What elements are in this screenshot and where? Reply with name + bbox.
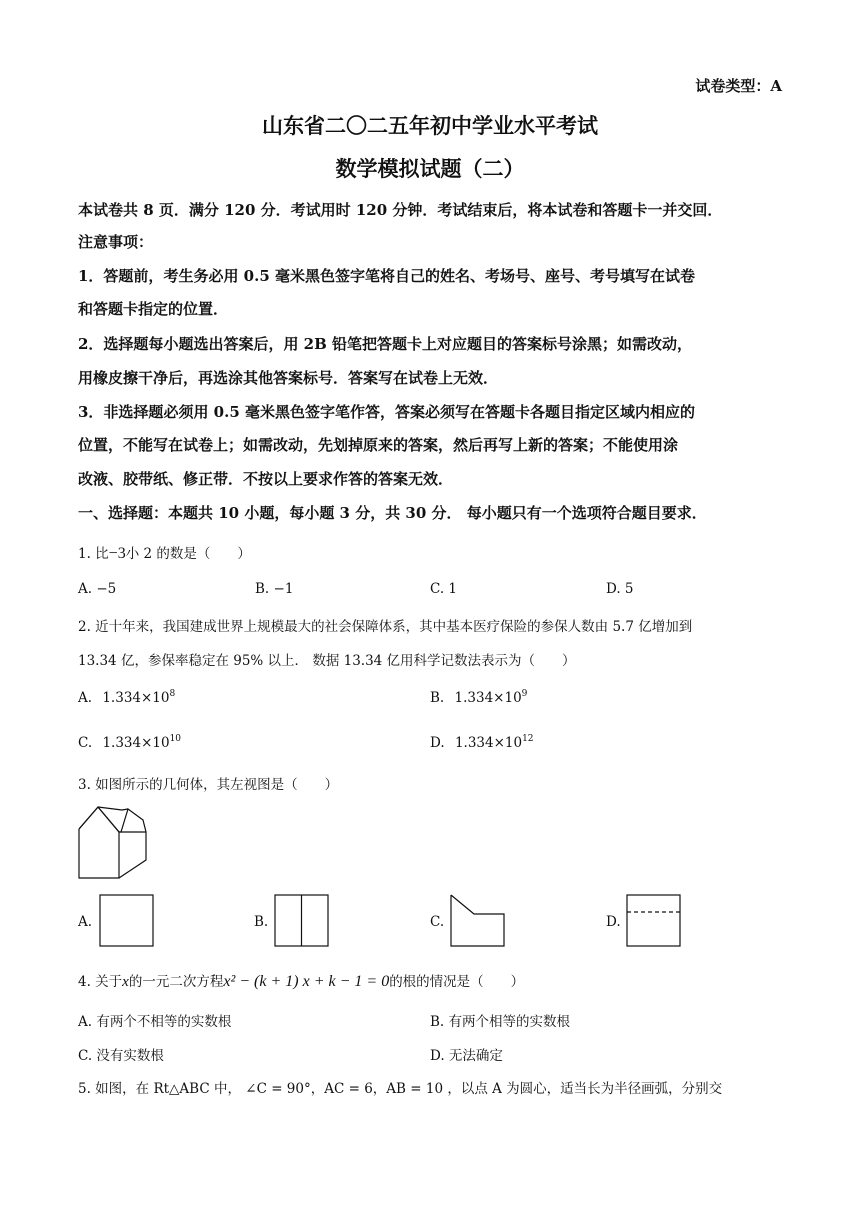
q2-d-value: 1.334×10: [454, 735, 523, 751]
note-3-line-2: 位置，不能写在试卷上；如需改动，先划掉原来的答案，然后再写上新的答案；不能使用涂: [78, 436, 679, 454]
question-2-line-2: 13.34 亿，参保率稳定在 95% 以上． 数据 13.34 亿用科学记数法表示为（ ）: [78, 653, 576, 669]
q3-option-a-label: A.: [78, 914, 93, 930]
q2-a-label: A.: [78, 690, 93, 706]
intro-text: 本试卷共 8 页．满分 120 分．考试用时 120 分钟．考试结束后，将本试卷和答题卡一并交回．: [78, 201, 723, 219]
q2-option-c: [78, 735, 181, 751]
q4-option-b: B. 有两个相等的实数根: [430, 1014, 571, 1030]
q2-b-label: B.: [430, 690, 445, 706]
question-1-stem: [78, 542, 251, 563]
question-4-stem: [78, 970, 524, 991]
q2-option-d: [430, 735, 534, 751]
q3-option-d-figure: [626, 894, 682, 948]
q2-b-exponent: 9: [521, 689, 528, 699]
q1-option-c: C. 1: [430, 581, 458, 597]
note-2-line-1: 2．选择题每小题选出答案后，用 2B 铅笔把答题卡上对应题目的答案标号涂黑；如需改动，: [78, 335, 693, 353]
note-2-line-2: 用橡皮擦干净后，再选涂其他答案标号．答案写在试卷上无效．: [78, 369, 499, 387]
q4-variable: x: [122, 974, 129, 990]
q2-option-a: [78, 690, 175, 706]
q3-solid-figure: [76, 804, 150, 882]
q2-d-exponent: 12: [522, 734, 534, 744]
q3-option-c-figure: [450, 894, 506, 948]
q2-c-label: C.: [78, 735, 93, 751]
q1-suffix: 小 2 的数是（ ）: [125, 546, 251, 562]
q4-prefix: 4. 关于: [78, 974, 123, 990]
question-2-line-1: 2. 近十年来，我国建成世界上规模最大的社会保障体系，其中基本医疗保险的参保人数由 5.7 亿增加到: [78, 619, 693, 635]
q1-option-b: B. −1: [255, 581, 294, 597]
q1-option-a: A. −5: [78, 581, 117, 597]
note-3-line-1: 3．非选择题必须用 0.5 毫米黑色签字笔作答，答案必须写在答题卡各题目指定区域内相应的: [78, 403, 695, 421]
q4-option-c: C. 没有实数根: [78, 1048, 164, 1064]
solid-side-face: [119, 809, 146, 878]
solid-front-face: [79, 807, 119, 878]
q2-a-value: 1.334×10: [102, 690, 170, 706]
q4-suffix: 的根的情况是（ ）: [389, 974, 525, 990]
q2-a-exponent: 8: [169, 689, 176, 699]
q3-option-b-label: B.: [254, 914, 269, 930]
question-3-stem: 3. 如图所示的几何体，其左视图是（ ）: [78, 777, 339, 793]
q4-mid: 的一元二次方程: [128, 974, 224, 990]
note-3-line-3: 改液、胶带纸、修正带．不按以上要求作答的答案无效．: [78, 470, 454, 488]
section-1-heading: 一、选择题：本题共 10 小题，每小题 3 分，共 30 分． 每小题只有一个选项符合题目要求．: [78, 504, 707, 522]
paper-type-label: 试卷类型：A: [695, 77, 782, 95]
q2-c-exponent: 10: [169, 734, 182, 744]
q1-number: −3: [108, 545, 126, 562]
exam-title: 山东省二〇二五年初中学业水平考试: [262, 113, 598, 138]
q2-option-b: [430, 690, 527, 706]
q3-option-c-label: C.: [430, 914, 445, 930]
q4-option-a: A. 有两个不相等的实数根: [78, 1014, 232, 1030]
q3-option-a-figure: [99, 894, 155, 948]
q3-option-d-label: D.: [606, 914, 621, 930]
exam-subtitle: 数学模拟试题（二）: [335, 156, 525, 181]
q4-option-d: D. 无法确定: [430, 1048, 503, 1064]
q1-prefix: 1. 比: [78, 546, 109, 562]
notes-heading: 注意事项：: [78, 233, 154, 251]
q2-c-value: 1.334×10: [102, 735, 170, 751]
note-1-line-2: 和答题卡指定的位置．: [78, 300, 229, 318]
q3-option-b-figure: [274, 894, 330, 948]
q1-option-d: D. 5: [606, 581, 634, 597]
q2-d-label: D.: [430, 735, 445, 751]
note-1-line-1: 1．答题前，考生务必用 0.5 毫米黑色签字笔将自己的姓名、考场号、座号、考号填写在试卷: [78, 267, 695, 285]
q4-equation: x² − (k + 1) x + k − 1 = 0: [223, 973, 390, 990]
question-5-stem: 5. 如图，在 Rt△ABC 中， ∠C = 90°，AC = 6，AB = 10 ，以点 A 为圆心，适当长为半径画弧，分别交: [78, 1081, 723, 1097]
q2-b-value: 1.334×10: [454, 690, 522, 706]
